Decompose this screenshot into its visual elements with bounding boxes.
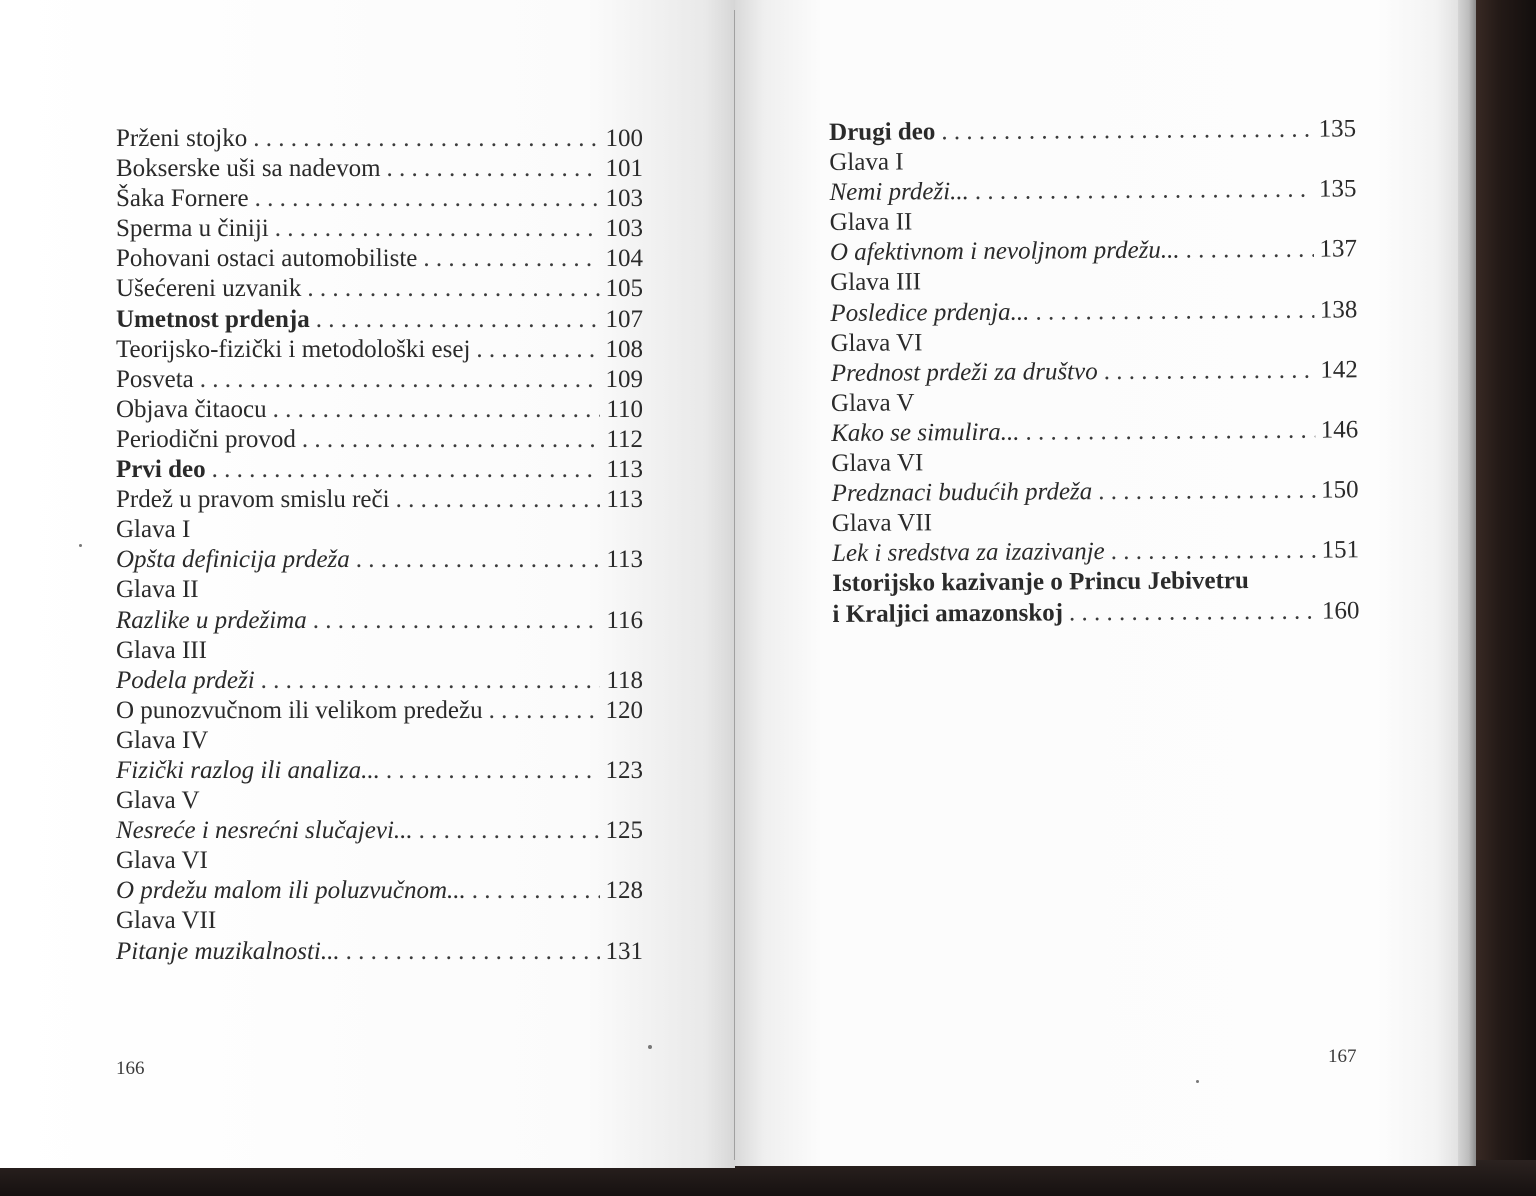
toc-entry-title: Prdež u pravom smislu reči — [116, 486, 390, 514]
dot-leader — [313, 606, 601, 636]
toc-entry — [832, 536, 1359, 570]
toc-entry — [116, 154, 643, 184]
toc-entry-page-number: 110 — [606, 395, 643, 423]
toc-entry-title: Pohovani ostaci automobiliste — [116, 245, 418, 273]
toc-entry-title: Drugi deo — [829, 118, 936, 146]
toc-entry — [832, 566, 1359, 600]
toc-entry — [116, 937, 643, 967]
toc-entry-page-number: 135 — [1318, 175, 1357, 203]
scan-background-right — [1474, 0, 1536, 1196]
toc-entry-page-number: 104 — [605, 245, 643, 273]
toc-entry-page-number: 135 — [1318, 115, 1357, 143]
toc-entry-page-number: 123 — [605, 756, 643, 784]
toc-entry-title: Podela prdeži — [116, 666, 255, 694]
dot-leader — [1104, 355, 1315, 386]
toc-entry-title: Glava VII — [116, 907, 217, 935]
chapter-heading — [116, 906, 643, 936]
dot-leader — [212, 455, 601, 485]
toc-entry — [116, 425, 643, 455]
toc-entry — [829, 175, 1356, 209]
dot-leader — [472, 876, 600, 906]
dot-leader — [1025, 416, 1314, 448]
toc-entry — [116, 816, 643, 846]
dot-leader — [489, 696, 600, 726]
toc-entry — [116, 545, 643, 575]
toc-entry-title: Pitanje muzikalnosti... — [116, 937, 340, 965]
toc-entry-title: Fizički razlog ili analiza... — [116, 756, 380, 784]
dot-leader — [975, 175, 1313, 207]
toc-entry — [116, 756, 643, 786]
toc-entry — [116, 274, 643, 304]
dot-leader — [387, 154, 600, 184]
chapter-heading — [116, 515, 643, 545]
toc-entry-title: Glava VI — [831, 449, 924, 478]
dot-leader — [1186, 235, 1314, 266]
toc-entry-title: Posveta — [116, 365, 194, 393]
toc-entry-page-number: 107 — [605, 305, 643, 333]
toc-entry-page-number: 108 — [605, 335, 643, 363]
toc-entry-title: Lek i sredstva za izazivanje — [831, 538, 1105, 568]
toc-entry-title: Ušećereni uzvanik — [116, 275, 302, 303]
toc-entry — [830, 235, 1357, 269]
toc-entry — [116, 395, 643, 425]
toc-entry-title: i Kraljici amazonskoj — [832, 598, 1064, 628]
left-table-of-contents — [116, 124, 643, 967]
dot-leader — [275, 214, 600, 244]
toc-entry-title: Objava čitaocu — [116, 395, 267, 423]
chapter-heading — [116, 636, 643, 666]
dot-leader — [1111, 536, 1316, 567]
toc-entry-title: Glava II — [829, 208, 913, 237]
dot-leader — [1098, 476, 1315, 508]
toc-entry-page-number: 138 — [1319, 295, 1358, 324]
toc-entry-page-number: 103 — [605, 185, 643, 213]
toc-entry — [116, 606, 643, 636]
toc-entry — [830, 295, 1357, 329]
toc-entry — [116, 365, 643, 395]
chapter-heading — [830, 325, 1357, 359]
chapter-heading — [830, 205, 1357, 239]
dot-leader — [200, 365, 600, 395]
toc-entry — [116, 876, 643, 906]
chapter-heading — [831, 445, 1358, 479]
toc-entry-title: Glava I — [116, 516, 191, 544]
toc-entry — [832, 475, 1359, 509]
dot-leader — [423, 244, 599, 274]
toc-entry — [116, 124, 643, 154]
toc-entry-page-number: 128 — [605, 877, 643, 905]
toc-entry-page-number: 160 — [1321, 596, 1360, 625]
chapter-heading — [832, 506, 1359, 540]
scan-speck — [79, 544, 82, 547]
right-page-edge — [1458, 0, 1476, 1166]
toc-entry-title: Šaka Fornere — [116, 185, 249, 213]
toc-entry-title: Kako se simulira... — [831, 418, 1020, 447]
toc-entry — [116, 666, 643, 696]
toc-entry — [116, 184, 643, 214]
toc-entry-page-number: 116 — [606, 606, 643, 634]
toc-entry-title: Glava IV — [116, 726, 209, 754]
dot-leader — [941, 115, 1312, 148]
toc-entry-title: Glava V — [830, 389, 915, 417]
toc-entry-page-number: 150 — [1321, 476, 1359, 504]
toc-entry-page-number: 131 — [605, 937, 643, 965]
dot-leader — [476, 335, 599, 365]
toc-entry-title: Glava VI — [116, 847, 208, 875]
dot-leader — [302, 425, 601, 455]
toc-entry — [831, 355, 1358, 389]
toc-entry-page-number: 112 — [606, 425, 643, 453]
toc-entry-title: Prženi stojko — [116, 125, 248, 152]
toc-entry-title: Glava III — [830, 268, 922, 297]
toc-entry-title: Teorijsko-fizički i metodološki esej — [116, 335, 471, 363]
toc-entry — [116, 455, 643, 485]
toc-entry-title: Glava VI — [830, 329, 923, 357]
toc-entry-title: Glava II — [116, 576, 199, 604]
toc-entry-page-number: 137 — [1319, 235, 1358, 263]
toc-entry-page-number: 113 — [606, 456, 643, 484]
scan-speck — [648, 1045, 652, 1049]
toc-entry-title: Periodični provod — [116, 425, 296, 453]
toc-entry-title: Glava V — [116, 787, 200, 815]
toc-entry-title: Posledice prdenja... — [830, 298, 1030, 327]
dot-leader — [419, 816, 600, 846]
toc-entry-page-number: 125 — [605, 817, 643, 845]
toc-entry — [832, 596, 1359, 630]
toc-entry-page-number: 146 — [1320, 416, 1359, 444]
dot-leader — [1035, 295, 1314, 327]
right-table-of-contents — [829, 114, 1360, 629]
toc-entry-title: O punozvučnom ili velikom predežu — [116, 696, 483, 724]
toc-entry-page-number: 151 — [1321, 536, 1360, 564]
book-gutter — [734, 10, 735, 1160]
toc-entry — [116, 696, 643, 726]
toc-entry — [829, 114, 1356, 148]
toc-entry-title: O prdežu malom ili poluzvučnom... — [116, 877, 466, 905]
toc-entry-title: Istorijsko kazivanje o Princu Jebivetru — [832, 567, 1249, 598]
right-page-number: 167 — [1328, 1046, 1357, 1067]
chapter-heading — [116, 575, 643, 605]
chapter-heading — [829, 144, 1356, 178]
left-page-number: 166 — [116, 1058, 145, 1079]
toc-entry — [831, 415, 1358, 449]
toc-entry-title: Bokserske uši sa nadevom — [116, 155, 381, 183]
dot-leader — [273, 395, 601, 425]
toc-entry-title: Nemi prdeži... — [829, 178, 969, 207]
toc-entry-title: Nesreće i nesrećni slučajevi... — [116, 817, 413, 845]
toc-entry — [116, 485, 643, 515]
toc-entry-page-number: 109 — [605, 365, 643, 393]
toc-entry-title: Glava VII — [831, 509, 933, 538]
dot-leader — [255, 184, 600, 214]
toc-entry-title: Razlike u prdežima — [116, 606, 307, 634]
dot-leader — [261, 666, 601, 696]
toc-entry-title: Prvi deo — [116, 456, 206, 484]
left-page — [0, 0, 735, 1168]
dot-leader — [386, 756, 600, 786]
toc-entry-title: Predznaci budućih prdeža — [831, 478, 1093, 508]
toc-entry-page-number: 113 — [606, 486, 643, 514]
toc-entry-title: O afektivnom i nevoljnom prdežu... — [829, 236, 1180, 267]
chapter-heading — [116, 846, 643, 876]
toc-entry-page-number: 103 — [605, 215, 643, 243]
toc-entry-page-number: 142 — [1320, 356, 1358, 384]
dot-leader — [253, 124, 599, 154]
toc-entry-page-number: 100 — [605, 125, 643, 152]
dot-leader — [346, 937, 600, 967]
toc-entry-page-number: 101 — [605, 155, 643, 183]
dot-leader — [396, 485, 601, 515]
chapter-heading — [831, 385, 1358, 419]
toc-entry-title: Opšta definicija prdeža — [116, 546, 350, 574]
dot-leader — [316, 305, 600, 335]
toc-entry-page-number: 105 — [605, 275, 643, 303]
toc-entry — [116, 244, 643, 274]
chapter-heading — [116, 786, 643, 816]
chapter-heading — [830, 265, 1357, 299]
toc-entry — [116, 305, 643, 335]
toc-entry-title: Glava III — [116, 636, 207, 664]
toc-entry-title: Prednost prdeži za društvo — [830, 357, 1098, 387]
toc-entry-title: Sperma u činiji — [116, 215, 269, 243]
dot-leader — [356, 545, 601, 575]
dot-leader — [1069, 596, 1316, 628]
toc-entry — [116, 335, 643, 365]
toc-entry-page-number: 113 — [606, 546, 643, 574]
toc-entry-page-number: 120 — [605, 696, 643, 724]
toc-entry-title: Glava I — [829, 148, 904, 177]
toc-entry-page-number: 118 — [606, 666, 643, 694]
toc-entry — [116, 214, 643, 244]
chapter-heading — [116, 726, 643, 756]
toc-entry-title: Umetnost prdenja — [116, 305, 310, 333]
scan-speck — [1196, 1080, 1199, 1083]
dot-leader — [307, 274, 599, 304]
